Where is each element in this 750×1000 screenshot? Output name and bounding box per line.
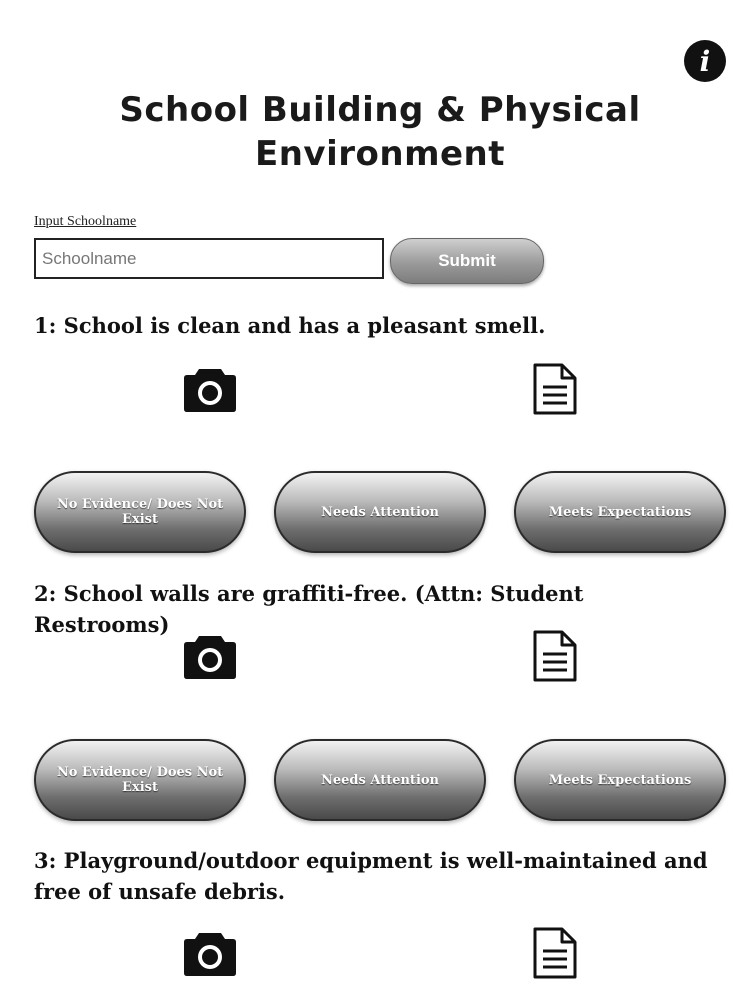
- camera-icon[interactable]: [182, 629, 238, 681]
- q2-rating-no-evidence-button[interactable]: No Evidence/ Does Not Exist: [34, 739, 246, 821]
- camera-icon[interactable]: [182, 926, 238, 978]
- q1-rating-no-evidence-button[interactable]: No Evidence/ Does Not Exist: [34, 471, 246, 553]
- page-title-line-2: Environment: [254, 134, 506, 174]
- submit-button[interactable]: Submit: [390, 238, 544, 284]
- q1-rating-needs-attention-button[interactable]: Needs Attention: [274, 471, 486, 553]
- question-1-text: 1: School is clean and has a pleasant smell.: [34, 313, 546, 338]
- schoolname-label: Input Schoolname: [34, 214, 137, 229]
- document-icon[interactable]: [530, 362, 580, 416]
- document-icon[interactable]: [530, 926, 580, 980]
- document-icon[interactable]: [530, 629, 580, 683]
- question-2-text: 2: School walls are graffiti-free. (Attn: Student Restrooms): [34, 581, 584, 637]
- q1-rating-meets-expectations-button[interactable]: Meets Expectations: [514, 471, 726, 553]
- page-title-line-1: School Building & Physical: [119, 90, 641, 130]
- q2-rating-meets-expectations-button[interactable]: Meets Expectations: [514, 739, 726, 821]
- info-icon[interactable]: i: [684, 40, 726, 82]
- schoolname-input[interactable]: [34, 238, 384, 279]
- page-title: [0, 88, 750, 176]
- q2-rating-needs-attention-button[interactable]: Needs Attention: [274, 739, 486, 821]
- question-3-text: 3: Playground/outdoor equipment is well-maintained and free of unsafe debris.: [34, 848, 708, 904]
- camera-icon[interactable]: [182, 362, 238, 414]
